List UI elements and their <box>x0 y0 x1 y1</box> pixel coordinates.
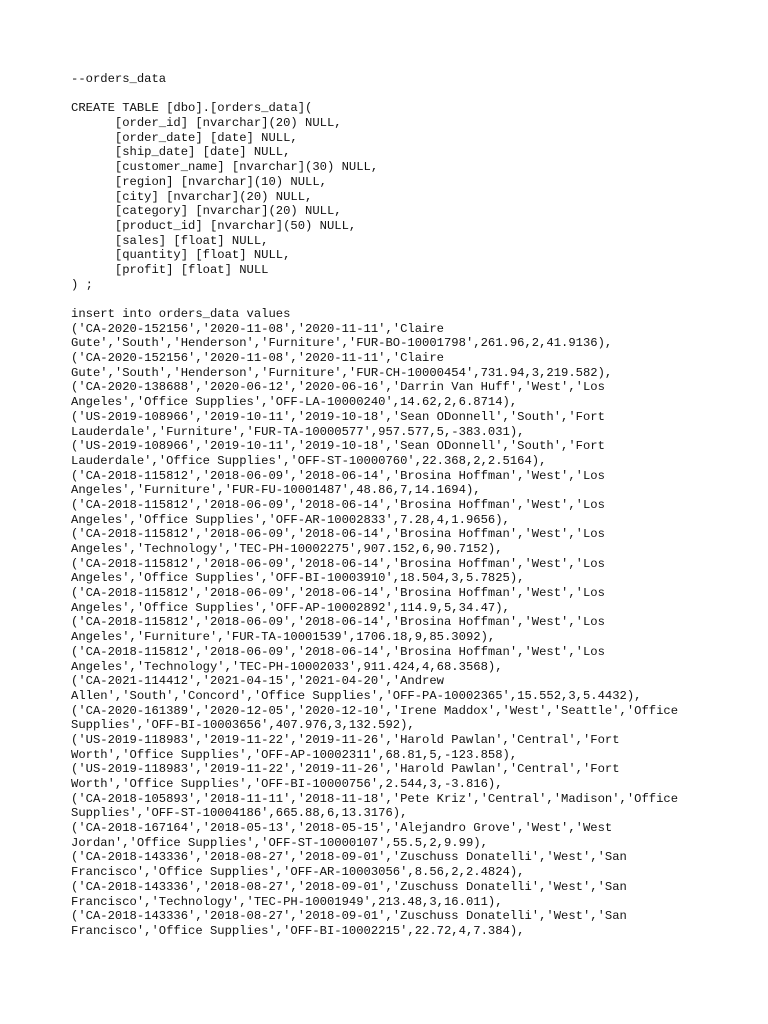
code-line: ('US-2019-108966','2019-10-11','2019-10-18','Sean ODonnell','South','Fort <box>71 439 605 454</box>
code-line: Angeles','Technology','TEC-PH-10002033',911.424,4,68.3568), <box>71 659 503 674</box>
code-line: [sales] [float] NULL, <box>71 233 269 248</box>
code-line: [order_id] [nvarchar](20) NULL, <box>71 116 342 131</box>
code-line: ('CA-2018-167164','2018-05-13','2018-05-15','Alejandro Grove','West','West <box>71 821 613 836</box>
code-line: Supplies','OFF-BI-10003656',407.976,3,132.592), <box>71 718 415 733</box>
code-line: [ship_date] [date] NULL, <box>71 145 291 160</box>
code-line: Worth','Office Supplies','OFF-BI-10000756',2.544,3,-3.816), <box>71 777 503 791</box>
code-line: ('US-2019-108966','2019-10-11','2019-10-18','Sean ODonnell','South','Fort <box>71 409 605 424</box>
code-line: Angeles','Furniture','FUR-TA-10001539',1706.18,9,85.3092), <box>71 630 496 645</box>
code-line: [product_id] [nvarchar](50) NULL, <box>71 218 357 233</box>
code-line: ('CA-2020-161389','2020-12-05','2020-12-10','Irene Maddox','West','Seattle','Office <box>71 703 679 718</box>
code-line: CREATE TABLE [dbo].[orders_data]( <box>71 101 313 116</box>
code-line: Supplies','OFF-ST-10004186',665.88,6,13.3176), <box>71 806 408 821</box>
code-line: Francisco','Office Supplies','OFF-BI-10002215',22.72,4,7.384), <box>71 923 525 938</box>
code-line: ('CA-2018-143336','2018-08-27','2018-09-01','Zuschuss Donatelli','West','San <box>71 850 627 865</box>
code-line: Francisco','Technology','TEC-PH-10001949',213.48,3,16.011), <box>71 894 503 909</box>
code-line: ('CA-2018-115812','2018-06-09','2018-06-14','Brosina Hoffman','West','Los <box>71 556 605 571</box>
code-line: Lauderdale','Furniture','FUR-TA-10000577',957.577,5,-383.031), <box>71 424 525 439</box>
code-line: Allen','South','Concord','Office Supplies','OFF-PA-10002365',15.552,3,5.4432), <box>71 688 642 703</box>
code-line: ('CA-2020-138688','2020-06-12','2020-06-16','Darrin Van Huff','West','Los <box>71 380 605 395</box>
code-line: ('CA-2018-105893','2018-11-11','2018-11-18','Pete Kriz','Central','Madison','Office <box>71 791 679 806</box>
code-line: Angeles','Office Supplies','OFF-AP-10002892',114.9,5,34.47), <box>71 600 510 615</box>
code-line: [quantity] [float] NULL, <box>71 248 291 263</box>
code-line: Jordan','Office Supplies','OFF-ST-10000107',55.5,2,9.99), <box>71 835 488 850</box>
code-line: Worth','Office Supplies','OFF-AP-10002311',68.81,5,-123.858), <box>71 747 518 762</box>
code-line: ('US-2019-118983','2019-11-22','2019-11-26','Harold Pawlan','Central','Fort <box>71 732 620 747</box>
code-line: Francisco','Office Supplies','OFF-AR-10003056',8.56,2,2.4824), <box>71 865 525 880</box>
code-line: ('CA-2020-152156','2020-11-08','2020-11-11','Claire <box>71 321 444 336</box>
code-line: Angeles','Office Supplies','OFF-AR-10002833',7.28,4,1.9656), <box>71 512 510 527</box>
code-line: Angeles','Technology','TEC-PH-10002275',907.152,6,90.7152), <box>71 542 503 556</box>
code-line: [order_date] [date] NULL, <box>71 130 298 145</box>
code-line <box>71 292 731 307</box>
code-line: ('CA-2021-114412','2021-04-15','2021-04-20','Andrew <box>71 674 444 689</box>
code-line: ) ; <box>71 277 93 292</box>
code-line: ('US-2019-118983','2019-11-22','2019-11-26','Harold Pawlan','Central','Fort <box>71 762 620 777</box>
code-line: ('CA-2018-115812','2018-06-09','2018-06-14','Brosina Hoffman','West','Los <box>71 644 605 659</box>
code-line: ('CA-2018-115812','2018-06-09','2018-06-14','Brosina Hoffman','West','Los <box>71 586 605 601</box>
sql-code-block <box>71 72 731 939</box>
code-line <box>71 87 731 102</box>
code-line: Angeles','Furniture','FUR-FU-10001487',48.86,7,14.1694), <box>71 483 481 498</box>
code-line: ('CA-2018-115812','2018-06-09','2018-06-14','Brosina Hoffman','West','Los <box>71 468 605 483</box>
code-line: Angeles','Office Supplies','OFF-LA-10000240',14.62,2,6.8714), <box>71 395 518 410</box>
code-line: [category] [nvarchar](20) NULL, <box>71 204 342 219</box>
code-line: Lauderdale','Office Supplies','OFF-ST-10000760',22.368,2,2.5164), <box>71 453 547 468</box>
code-line: Gute','South','Henderson','Furniture','FUR-BO-10001798',261.96,2,41.9136), <box>71 336 613 351</box>
code-line: [profit] [float] NULL <box>71 262 269 277</box>
code-line: [region] [nvarchar](10) NULL, <box>71 174 327 189</box>
code-line: Gute','South','Henderson','Furniture','FUR-CH-10000454',731.94,3,219.582), <box>71 365 613 380</box>
code-line: ('CA-2018-143336','2018-08-27','2018-09-01','Zuschuss Donatelli','West','San <box>71 879 627 894</box>
code-line: ('CA-2020-152156','2020-11-08','2020-11-11','Claire <box>71 351 444 366</box>
code-line: ('CA-2018-115812','2018-06-09','2018-06-14','Brosina Hoffman','West','Los <box>71 615 605 630</box>
code-line: ('CA-2018-143336','2018-08-27','2018-09-01','Zuschuss Donatelli','West','San <box>71 909 627 924</box>
code-line: ('CA-2018-115812','2018-06-09','2018-06-14','Brosina Hoffman','West','Los <box>71 527 605 542</box>
code-line: Angeles','Office Supplies','OFF-BI-10003910',18.504,3,5.7825), <box>71 571 525 586</box>
code-line: --orders_data <box>71 72 167 86</box>
code-line: [city] [nvarchar](20) NULL, <box>71 189 313 204</box>
code-line: insert into orders_data values <box>71 307 291 321</box>
code-line: ('CA-2018-115812','2018-06-09','2018-06-14','Brosina Hoffman','West','Los <box>71 497 605 512</box>
code-line: [customer_name] [nvarchar](30) NULL, <box>71 160 379 175</box>
